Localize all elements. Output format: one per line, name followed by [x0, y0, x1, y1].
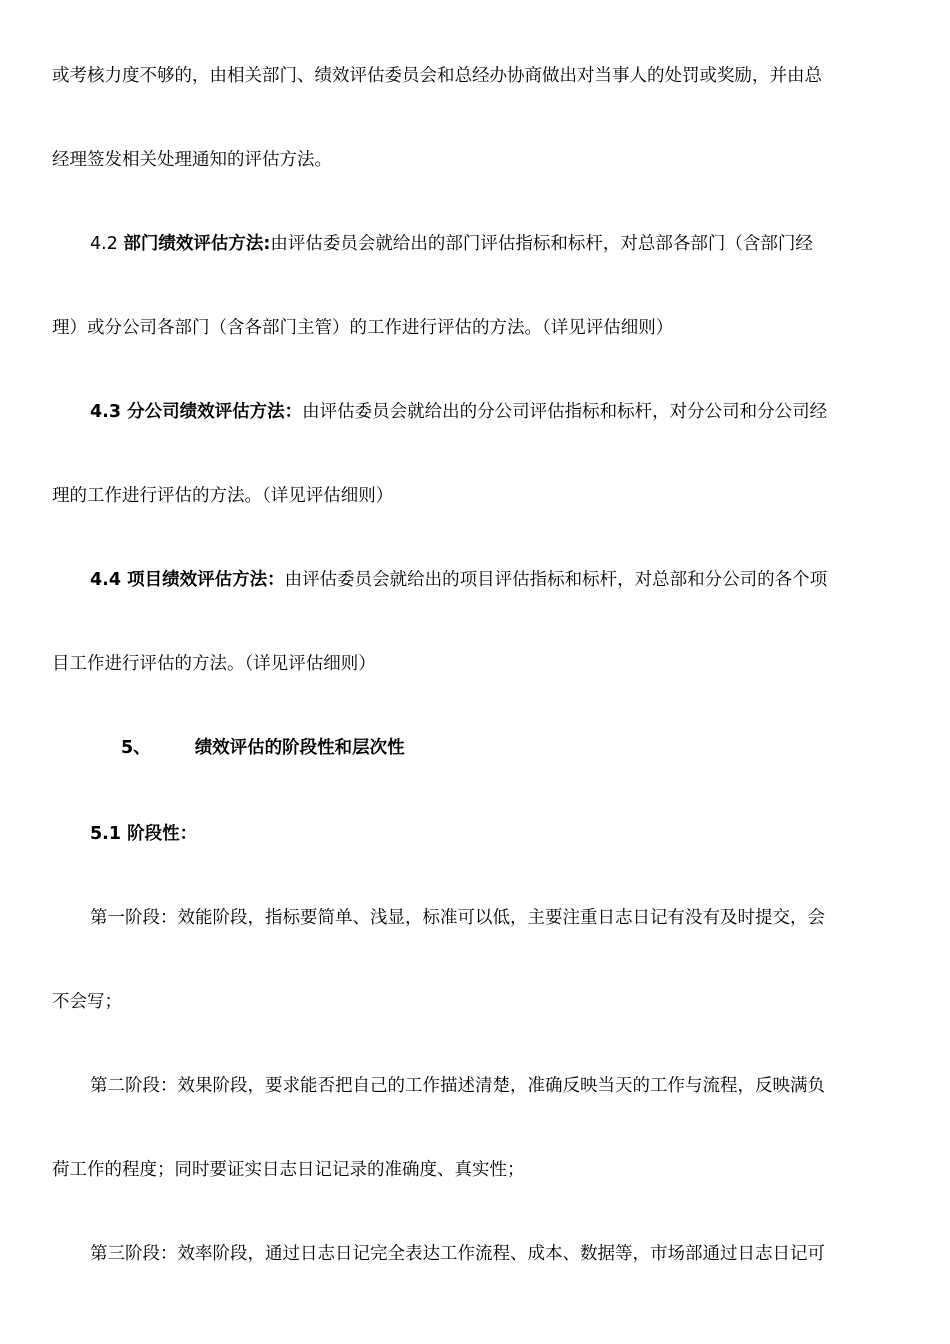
section-4-3-text: 由评估委员会就给出的分公司评估指标和标杆，对分公司和分公司经 [302, 402, 828, 422]
section-5-heading [121, 736, 902, 760]
stage-3-line-1: 第三阶段：效率阶段，通过日志日记完全表达工作流程、成本、数据等，市场部通过日志日记可 [90, 1244, 825, 1264]
section-4-2-line-1 [90, 232, 902, 256]
section-5-1-heading: 5.1 阶段性： [90, 824, 198, 844]
section-5-title: 绩效评估的阶段性和层次性 [194, 738, 405, 758]
stage-1-line-2: 不会写； [52, 992, 122, 1012]
section-4-4-title: 4.4 项目绩效评估方法： [90, 570, 285, 590]
stage-1-line-1: 第一阶段：效能阶段，指标要简单、浅显，标准可以低，主要注重日志日记有没有及时提交，会 [90, 908, 825, 928]
section-4-2-line-2: 理）或分公司各部门（含各部门主管）的工作进行评估的方法。（详见评估细则） [52, 318, 674, 338]
section-4-2-title: 部门绩效评估方法: [123, 234, 271, 254]
stage-2-line-2: 荷工作的程度；同时要证实日志日记记录的准确度、真实性； [52, 1160, 525, 1180]
section-4-3-line-2: 理的工作进行评估的方法。（详见评估细则） [52, 486, 394, 506]
paragraph-intro-line-2: 经理签发相关处理通知的评估方法。 [52, 150, 332, 170]
section-4-2-number: 4.2 [90, 234, 124, 254]
section-4-4-line-2: 目工作进行评估的方法。（详见评估细则） [52, 654, 376, 674]
section-4-2-text: 由评估委员会就给出的部门评估指标和标杆，对总部各部门（含部门经 [270, 234, 813, 254]
section-4-4-line-1 [90, 568, 902, 592]
section-4-4-text: 由评估委员会就给出的项目评估指标和标杆，对总部和分公司的各个项 [284, 570, 828, 590]
section-4-3-line-1 [90, 400, 902, 424]
stage-2-line-1: 第二阶段：效果阶段，要求能否把自己的工作描述清楚，准确反映当天的工作与流程，反映满负 [90, 1076, 825, 1096]
section-5-number: 5、 [121, 738, 151, 758]
paragraph-intro-line-1: 或考核力度不够的，由相关部门、绩效评估委员会和总经办协商做出对当事人的处罚或奖励，并由总 [52, 66, 822, 86]
section-4-3-title: 4.3 分公司绩效评估方法： [90, 402, 303, 422]
